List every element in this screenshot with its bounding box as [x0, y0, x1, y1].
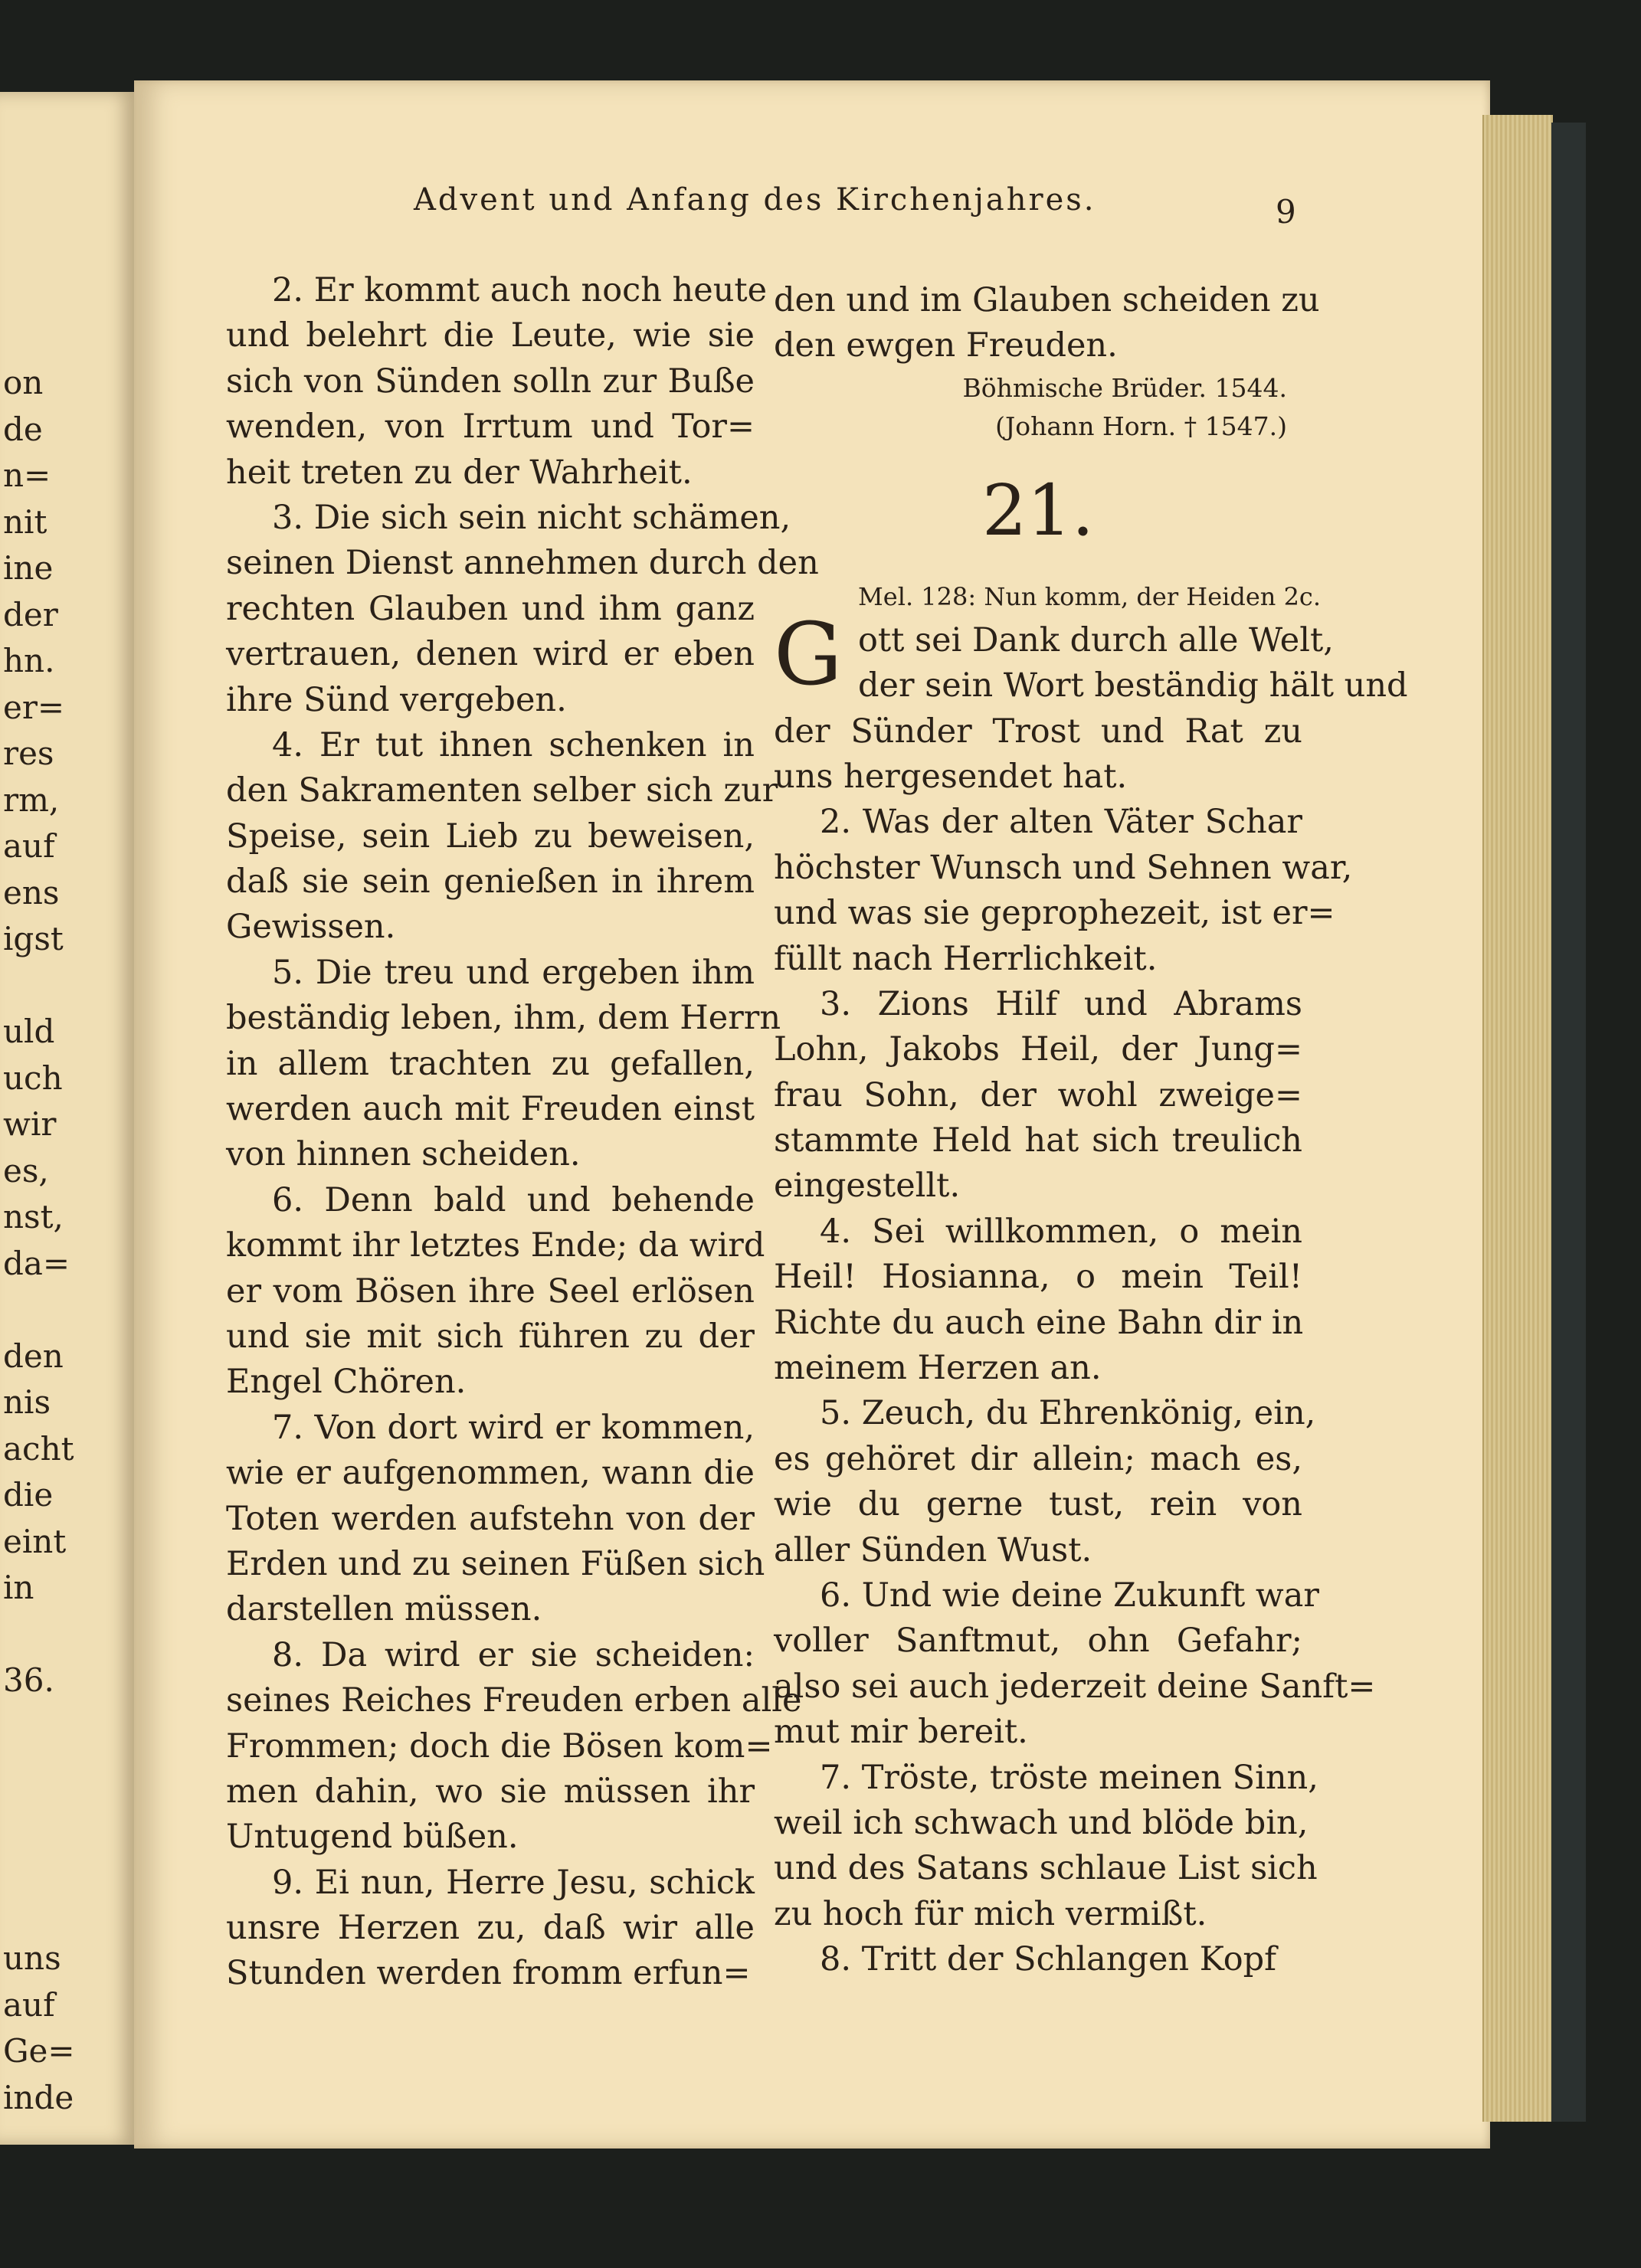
text-line: Untugend büßen. — [226, 1818, 519, 1857]
text-line: kommt ihr letztes Ende; da wird — [226, 1226, 765, 1265]
text-line: von hinnen scheiden. — [226, 1135, 581, 1174]
text-line: Toten werden aufstehn von der — [226, 1499, 755, 1538]
facing-page-fragment: ine — [3, 549, 54, 587]
text-line: aller Sünden Wust. — [774, 1530, 1092, 1569]
text-line: und belehrt die Leute, wie sie — [226, 316, 755, 355]
text-line: und was sie geprophezeit, ist er= — [774, 894, 1335, 933]
hymn-opening — [774, 604, 1408, 709]
text-line: stammte Held hat sich treulich — [774, 1121, 1302, 1160]
facing-page-fragment: eint — [3, 1522, 67, 1560]
text-line: 3. Die sich sein nicht schämen, — [272, 498, 791, 537]
text-line: Frommen; doch die Bösen kom= — [226, 1726, 773, 1766]
facing-page-fragment: rm, — [3, 781, 60, 819]
text-line: und sie mit sich führen zu der — [226, 1317, 755, 1356]
text-line: 5. Die treu und ergeben ihm — [272, 953, 755, 992]
text-line: unsre Herzen zu, daß wir alle — [226, 1909, 755, 1948]
drop-cap: G — [774, 604, 843, 705]
facing-page-fragment — [3, 1704, 87, 1751]
facing-page-fragment: 36. — [3, 1661, 54, 1699]
running-head: Advent und Anfang des Kirchenjahres. — [414, 182, 1096, 218]
facing-page-fragment: uch — [3, 1059, 63, 1097]
text-line: er vom Bösen ihre Seel erlösen — [226, 1271, 755, 1311]
text-line: ihre Sünd vergeben. — [226, 680, 567, 719]
facing-page-fragment: die — [3, 1476, 54, 1514]
text-line: Lohn, Jakobs Heil, der Jung= — [774, 1030, 1302, 1069]
text-line: 5. Zeuch, du Ehrenkönig, ein, — [820, 1394, 1316, 1433]
text-line: wie er aufgenommen, wann die — [226, 1454, 755, 1493]
facing-page-fragment — [3, 1287, 87, 1334]
facing-page-fragment: hn. — [3, 642, 55, 679]
facing-page-fragment: auf — [3, 1985, 55, 2024]
text-line: Speise, sein Lieb zu beweisen, — [226, 817, 755, 856]
text-line: seinen Dienst annehmen durch den — [226, 544, 819, 583]
facing-page-fragment: da= — [3, 1244, 70, 1282]
facing-page-fragment: nst, — [3, 1198, 64, 1235]
facing-page-fragment — [3, 963, 87, 1010]
text-line: der sein Wort beständig hält und — [858, 666, 1408, 705]
facing-page-fragment: nis — [3, 1383, 51, 1421]
facing-page-fragment: den — [3, 1337, 64, 1375]
melody-reference: Mel. 128: Nun komm, der Heiden 2c. — [858, 581, 1322, 611]
text-line: darstellen müssen. — [226, 1590, 542, 1629]
text-line: 6. Und wie deine Zukunft war — [820, 1576, 1319, 1615]
text-line: 7. Tröste, tröste meinen Sinn, — [820, 1758, 1318, 1797]
facing-page-fragment: on — [3, 364, 44, 401]
text-line: ott sei Dank durch alle Welt, — [858, 620, 1334, 659]
text-line: 7. Von dort wird er kommen, — [272, 1408, 755, 1447]
text-line: eingestellt. — [774, 1167, 961, 1206]
text-line: 4. Sei willkommen, o mein — [820, 1212, 1302, 1251]
text-line: meinem Herzen an. — [774, 1349, 1102, 1388]
text-line: mut mir bereit. — [774, 1713, 1028, 1752]
text-line: heit treten zu der Wahrheit. — [226, 453, 693, 492]
text-line: den ewgen Freuden. — [774, 326, 1118, 365]
text-line: sich von Sünden solln zur Buße — [226, 362, 755, 401]
facing-page-fragment: er= — [3, 688, 65, 726]
text-line: 8. Da wird er sie scheiden: — [272, 1635, 755, 1674]
hymn-attribution: (Johann Horn. † 1547.) — [995, 411, 1287, 441]
text-line: 9. Ei nun, Herre Jesu, schick — [272, 1863, 755, 1902]
facing-page-fragment: es, — [3, 1151, 49, 1190]
facing-page-fragment: uld — [3, 1013, 55, 1050]
text-line: uns hergesendet hat. — [774, 757, 1128, 796]
right-text-column — [774, 278, 1408, 1983]
facing-page-fragment: in — [3, 1569, 34, 1606]
text-line: vertrauen, denen wird er eben — [226, 635, 755, 674]
text-line: der Sünder Trost und Rat zu — [774, 712, 1302, 751]
text-line: Richte du auch eine Bahn dir in — [774, 1303, 1304, 1342]
facing-page-fragment — [3, 1797, 87, 1844]
text-line: 3. Zions Hilf und Abrams — [820, 984, 1302, 1023]
left-text-column — [226, 268, 819, 1997]
facing-page-fragment: acht — [3, 1429, 74, 1468]
text-line: in allem trachten zu gefallen, — [226, 1044, 755, 1083]
text-line: höchster Wunsch und Sehnen war, — [774, 848, 1353, 887]
text-line: frau Sohn, der wohl zweige= — [774, 1075, 1302, 1114]
text-line: Stunden werden fromm erfun= — [226, 1954, 751, 1993]
facing-page-fragment: res — [3, 735, 54, 772]
text-line: wie du gerne tust, rein von — [774, 1485, 1302, 1524]
text-line: Engel Chören. — [226, 1363, 467, 1402]
facing-page-fragment: n= — [3, 457, 51, 494]
facing-page-fragment — [3, 1843, 87, 1890]
text-line: den und im Glauben scheiden zu — [774, 281, 1320, 319]
text-line: wenden, von Irrtum und Tor= — [226, 407, 755, 447]
text-line: 2. Was der alten Väter Schar — [820, 803, 1302, 842]
text-line: Erden und zu seinen Füßen sich — [226, 1544, 765, 1583]
text-line: weil ich schwach und blöde bin, — [774, 1803, 1309, 1842]
facing-page-fragment: nit — [3, 502, 47, 541]
text-line: es gehöret dir allein; mach es, — [774, 1439, 1302, 1478]
facing-page-fragment: Ge= — [3, 2032, 75, 2070]
facing-page-fragment: uns — [3, 1939, 61, 1977]
text-line: daß sie sein genießen in ihrem — [226, 862, 755, 902]
book-cover-edge — [1551, 123, 1586, 2122]
facing-page-fragment — [3, 1750, 87, 1797]
text-line: men dahin, wo sie müssen ihr — [226, 1772, 755, 1811]
facing-page-fragment: ens — [3, 873, 60, 911]
text-line: 6. Denn bald und behende — [272, 1180, 755, 1219]
text-line: also sei auch jederzeit deine Sanft= — [774, 1667, 1376, 1706]
facing-page-edge — [0, 92, 138, 2145]
facing-page-fragment — [3, 1890, 87, 1936]
text-line: Gewissen. — [226, 908, 396, 947]
text-line: Heil! Hosianna, o mein Teil! — [774, 1258, 1302, 1297]
facing-page-fragment: de — [3, 410, 43, 448]
text-line: und des Satans schlaue List sich — [774, 1849, 1318, 1888]
text-line: voller Sanftmut, ohn Gefahr; — [774, 1622, 1302, 1661]
facing-page-text-fragments — [3, 360, 87, 2121]
facing-page-fragment: wir — [3, 1105, 57, 1143]
text-line: 8. Tritt der Schlangen Kopf — [820, 1940, 1277, 1979]
facing-page-fragment: inde — [3, 2078, 74, 2116]
text-line: 2. Er kommt auch noch heute — [272, 271, 768, 309]
text-line: füllt nach Herrlichkeit. — [774, 939, 1158, 978]
hymn-number: 21. — [981, 469, 1095, 551]
facing-page-fragment — [3, 1612, 87, 1658]
page-number: 9 — [1276, 193, 1296, 231]
text-line: beständig leben, ihm, dem Herrn — [226, 999, 781, 1038]
text-line: den Sakramenten selber sich zur — [226, 771, 778, 810]
text-line: rechten Glauben und ihm ganz — [226, 589, 755, 628]
text-line: zu hoch für mich vermißt. — [774, 1894, 1207, 1933]
text-line: werden auch mit Freuden einst — [226, 1090, 755, 1129]
facing-page-fragment: igst — [3, 920, 64, 957]
page-block-edge — [1482, 115, 1553, 2122]
facing-page-fragment: auf — [3, 827, 55, 865]
facing-page-fragment: der — [3, 595, 58, 633]
text-line: 4. Er tut ihnen schenken in — [272, 725, 755, 764]
hymn-attribution: Böhmische Brüder. 1544. — [962, 372, 1287, 403]
text-line: seines Reiches Freuden erben alle — [226, 1681, 802, 1720]
